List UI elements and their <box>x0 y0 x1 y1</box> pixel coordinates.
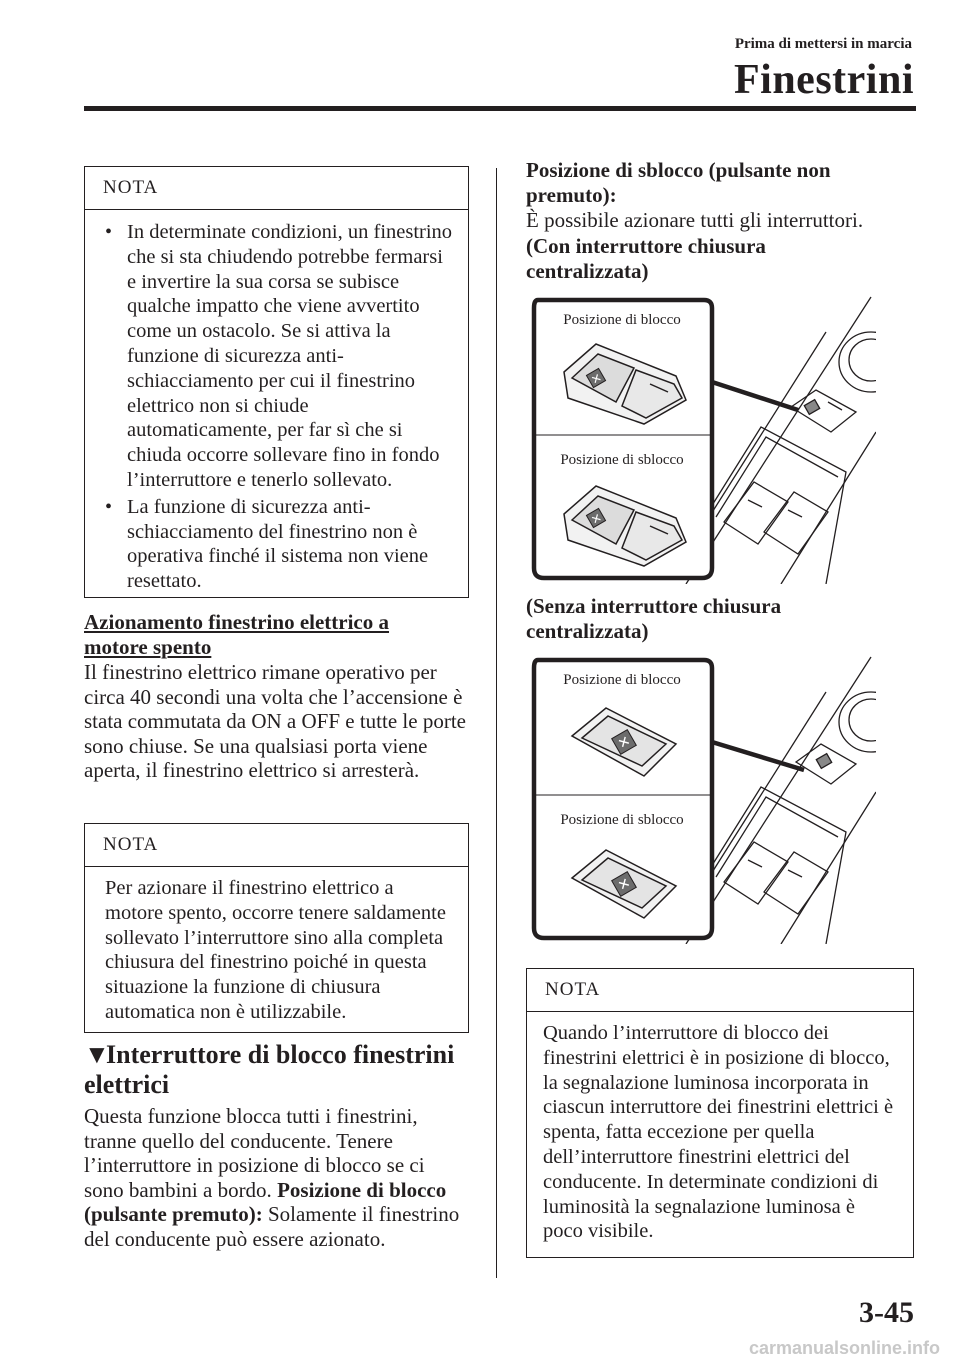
triangle-down-icon: ▼ <box>84 1040 110 1069</box>
note-label: NOTA <box>85 167 468 210</box>
note-label: NOTA <box>85 824 468 867</box>
page-number: 3-45 <box>859 1296 914 1329</box>
paragraph: Questa funzione blocca tutti i finestrini, tranne quello del conducente. Tenere l’interruttore in posizione di blocco se ci sono bambini a bordo. Posizione di blocco (pulsante premuto): Solamente il finestrino del conducente può essere azionato. <box>84 1104 460 1251</box>
lock-switch-figure-with-central <box>526 292 876 584</box>
unlock-text: È possibile azionare tutti gli interruttori. <box>526 208 864 232</box>
section-heading: ▼Interruttore di blocco finestrini elettrici <box>84 1040 455 1099</box>
note-bullet: • La funzione di sicurezza anti-schiacciamento del finestrino non è operativa finché il sistema non viene resettato. <box>105 495 454 594</box>
figure-label-lock: Posizione di blocco <box>563 672 681 688</box>
note-box-2 <box>84 823 469 1033</box>
svg-text:✕: ✕ <box>615 733 634 753</box>
paragraph: Il finestrino elettrico rimane operativo per circa 40 secondi una volta che l’accensione è stata commutata da ON a OFF e tutte le porte sono chiuse. Se una qualsiasi porta viene aperta, il finestrino elettrico si arresterà. <box>84 660 466 783</box>
subheading: Azionamento finestrino elettrico a motore spento <box>84 610 390 659</box>
note-bullet: • In determinate condizioni, un finestrino che si sta chiudendo potrebbe fermarsi e invertire la sua corsa se subisce qualche impatto che viene avvertito come un ostacolo. Se si attiva la funzione di sicurezza anti-schiacciamento per cui il finestrino elettrico non si chiude automaticamente, per far sì che si chiuda occorre sollevare fino in fondo l’interruttore e tenerlo sollevato. <box>105 220 454 493</box>
running-header-section: Prima di mettersi in marcia <box>734 36 912 52</box>
note-body: Per azionare il finestrino elettrico a motore spento, occorre tenere saldamente sollevato l’interruttore sino alla completa chiusura del finestrino poiché in questa situazione la funzione di chiusura automatica non è utilizzabile. <box>105 877 446 1023</box>
note-body: Quando l’interruttore di blocco dei finestrini elettrici è in posizione di blocco, la segnalazione luminosa incorporata in ciascun interruttore dei finestrini elettrici è spenta, fatta eccezione per quella dell’interruttore finestrini elettrici del conducente. In determinate condizioni di luminosità la segnalazione luminosa è poco visibile. <box>543 1022 894 1243</box>
figure-label-unlock: Posizione di sblocco <box>560 452 684 468</box>
page-title: Finestrini <box>734 57 914 103</box>
figure-label-unlock: Posizione di sblocco <box>560 812 684 828</box>
lock-switch-figure-without-central <box>526 652 876 944</box>
watermark: carmanualsonline.info <box>748 1338 940 1358</box>
figure-caption: (Con interruttore chiusura centralizzata) <box>526 234 766 283</box>
note-box-3 <box>526 968 914 1258</box>
column-divider <box>496 168 497 1278</box>
note-body <box>85 210 468 606</box>
svg-text:✕: ✕ <box>588 510 605 528</box>
svg-text:✕: ✕ <box>588 370 605 388</box>
note-box-1 <box>84 166 469 598</box>
header-divider <box>84 106 916 111</box>
unlock-heading: Posizione di sblocco (pulsante non premuto): <box>526 158 831 207</box>
figure-caption: (Senza interruttore chiusura centralizzata) <box>526 594 782 643</box>
note-label: NOTA <box>527 969 913 1012</box>
figure-label-lock: Posizione di blocco <box>563 312 681 328</box>
svg-text:✕: ✕ <box>615 875 634 895</box>
